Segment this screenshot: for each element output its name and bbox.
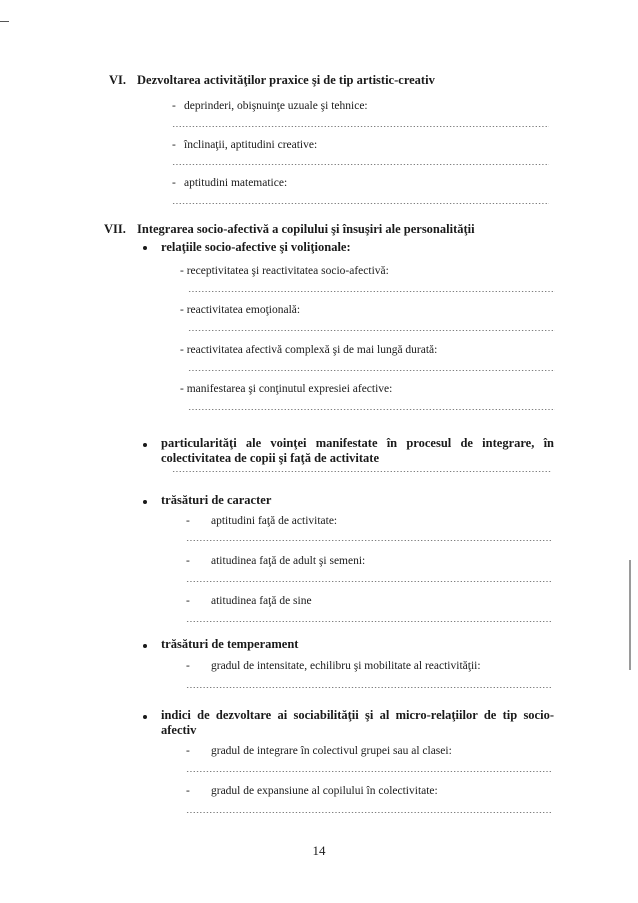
group-1-item: - receptivitatea şi reactivitatea socio-afectivă: (180, 265, 389, 277)
section-6-item: înclinaţii, aptitudini creative: (184, 139, 318, 151)
fill-in-line (172, 164, 549, 165)
group-3-item: atitudinea faţă de adult şi semeni: (211, 555, 366, 567)
group-4-title: trăsături de temperament (161, 637, 299, 651)
scan-artifact (629, 560, 631, 670)
group-1-title: relaţiile socio-afective şi voliţionale: (161, 240, 351, 254)
dash: - (186, 595, 190, 607)
group-3-item: atitudinea faţă de sine (211, 595, 312, 607)
dash: - (186, 515, 190, 527)
group-5-title: indici de dezvoltare ai sociabilităţii şi al micro-relaţiilor de tip socio-afectiv (161, 708, 554, 737)
bullet-icon (143, 500, 147, 504)
dash: - (172, 139, 176, 151)
group-5-item: gradul de integrare în colectivul grupei sau al clasei: (211, 745, 452, 757)
group-4-item: gradul de intensitate, echilibru şi mobilitate al reactivităţii: (211, 660, 481, 672)
dash: - (172, 177, 176, 189)
group-5-item: gradul de expansiune al copilului în colectivitate: (211, 785, 438, 797)
fill-in-line (172, 126, 549, 127)
dash: - (186, 785, 190, 797)
group-3-title: trăsături de caracter (161, 493, 272, 507)
fill-in-line (186, 771, 552, 772)
fill-in-line (186, 581, 552, 582)
bullet-icon (143, 715, 147, 719)
fill-in-line (188, 370, 555, 371)
dash: - (186, 660, 190, 672)
group-2-title: particularităţi ale voinţei manifestate în procesul de integrare, în colectivitatea de copii şi faţă de activitate (161, 436, 554, 465)
scan-edge-mark (0, 21, 9, 22)
fill-in-line (188, 291, 555, 292)
section-7-title: Integrarea socio-afectivă a copilului şi însuşiri ale personalităţii (137, 222, 475, 236)
group-1-item: - reactivitatea afectivă complexă şi de mai lungă durată: (180, 344, 438, 356)
group-1-item: - manifestarea şi conţinutul expresiei afective: (180, 383, 393, 395)
group-3-item: aptitudini faţă de activitate: (211, 515, 338, 527)
section-6-item: aptitudini matematice: (184, 177, 288, 189)
fill-in-line (172, 203, 549, 204)
dash: - (186, 745, 190, 757)
bullet-icon (143, 246, 147, 250)
fill-in-line (188, 330, 555, 331)
page-number: 14 (312, 843, 326, 858)
dash: - (186, 555, 190, 567)
bullet-icon (143, 644, 147, 648)
fill-in-line (172, 471, 551, 472)
fill-in-line (186, 687, 552, 688)
fill-in-line (186, 621, 552, 622)
dash: - (172, 100, 176, 112)
section-7-number: VII. (104, 222, 126, 236)
group-1-item: - reactivitatea emoţională: (180, 304, 301, 316)
fill-in-line (188, 409, 555, 410)
section-6-title: Dezvoltarea activităţilor praxice şi de tip artistic-creativ (137, 73, 435, 87)
bullet-icon (143, 443, 147, 447)
section-6-item: deprinderi, obişnuinţe uzuale şi tehnice: (184, 100, 368, 112)
fill-in-line (186, 540, 552, 541)
section-6-number: VI. (109, 73, 127, 87)
fill-in-line (186, 812, 552, 813)
